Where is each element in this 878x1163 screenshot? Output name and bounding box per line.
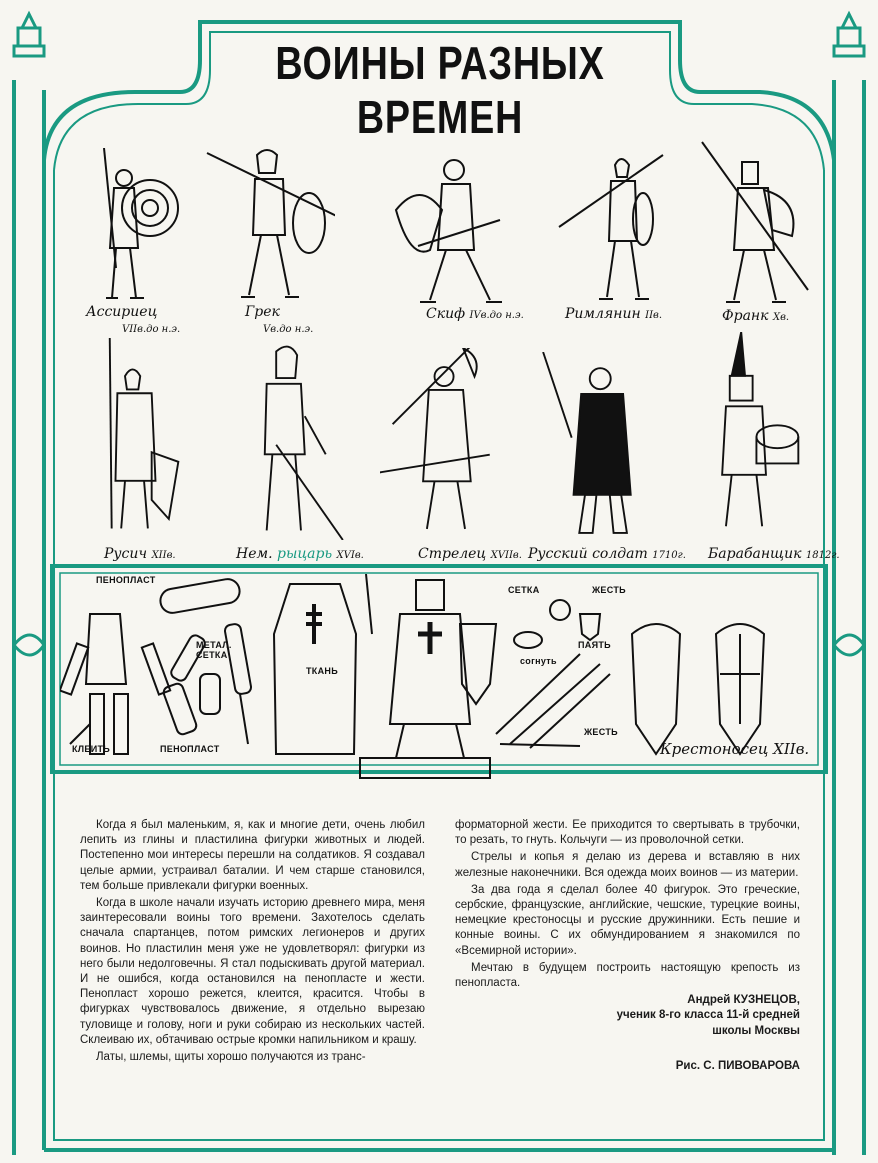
caption-roman: Римлянин IIв. [565,306,663,322]
article-paragraph: Латы, шлемы, щиты хорошо получаются из транс- [96,1051,366,1064]
caption-rus: Русич XIIв. [104,546,176,562]
label-tin-top: ЖЕСТЬ [592,585,626,595]
caption-drummer: Барабанщик 1812г. [708,546,840,562]
page-title: ВОИНЫ РАЗНЫХ ВРЕМЕН [275,37,605,143]
article-paragraph: За два года я сделал более 40 фигурок. Это греческие, сербские, французские, английские, чешские, турецкие воины, немецкие крестоносцы и русские дружинники. Есть пешие и конные воины. С их обмундированием я знакомился по «Всемирной истории». [455,883,800,957]
caption-greek: Грек Vв.до н.э. [245,304,314,335]
article-paragraph: Когда я был маленьким, я, как и многие дети, очень любил лепить из глины и пластилина фигурки животных и людей. Постепенно мои интересы перешли на солдатиков. Я создавал целые армии, устраивал баталии. И чем старше становился, тем больше привлекали фигурки военных. [80,819,425,892]
article-paragraph: Когда в школе начали изучать историю древнего мира, меня заинтересовали воины того времени. Захотелось сделать сначала спартанцев, потом римских легионеров и других воинов. Но пластилин меня уже не удовлетворял: фигурки из него были недолговечны. Я стал подыскивать другой материал. И не ошибся, когда остановился на пенопласте и жести. Пенопласт хорошо режется, клеится, красится. Чтобы в фигурках чувствовалось движение, я отдельно вырезаю туловище и голову, ноги и руки собираю из нескольких частей. Склеиваю их, обтачиваю острые кромки напильником и крашу. [80,897,425,1046]
label-cloth: ТКАНЬ [306,666,338,676]
rus-warrior-figure [80,338,210,538]
label-foam-top: ПЕНОПЛАСТ [96,575,156,585]
caption-german-knight: Нем. рыцарь XVIв. [236,546,364,562]
label-glue: КЛЕИТЬ [72,744,111,754]
article-paragraph: Мечтаю в будущем построить настоящую крепость из пенопласта. [455,961,800,990]
drummer-figure [700,332,830,532]
russian-soldier-figure [540,352,670,552]
caption-crusader: Крестоносец XIIв. [660,740,810,758]
article-left-column [80,818,425,1067]
article-paragraph: Стрелы и копья я делаю из дерева и вставляю в них железные наконечники. Вся одежда моих воинов — из материи. [455,851,800,879]
label-solder: ПАЯТЬ [578,640,611,650]
caption-streltsy: Стрелец XVIIв. [418,546,522,562]
german-knight-figure [235,340,365,540]
label-metal-mesh: МЕТАЛ. СЕТКА [196,640,232,660]
author-school: ученик 8-го класса 11-й средней [616,1009,800,1022]
illustration-credit: Рис. С. ПИВОВАРОВА [675,1059,800,1072]
author-name: Андрей КУЗНЕЦОВ, [687,994,800,1007]
caption-scythian: Скиф IVв.до н.э. [426,306,524,322]
caption-frank: Франк Xв. [722,308,790,324]
streltsy-figure [380,348,510,548]
caption-russian-soldier: Русский солдат 1710г. [528,546,686,562]
article-paragraph: форматорной жести. Ее приходится то свертывать в трубочки, то резать, то гнуть. Кольчуги — из проволочной сетки. [455,819,800,847]
label-bend: согнуть [520,656,557,666]
article-right-column [455,818,800,1074]
author-signature [455,993,800,1039]
author-city: школы Москвы [712,1024,800,1037]
label-mesh: СЕТКА [508,585,540,595]
caption-assyrian: Ассириец VIIв.до н.э. [86,304,181,335]
label-tin-bottom: ЖЕСТЬ [584,727,618,737]
label-foam-bottom: ПЕНОПЛАСТ [160,744,220,754]
